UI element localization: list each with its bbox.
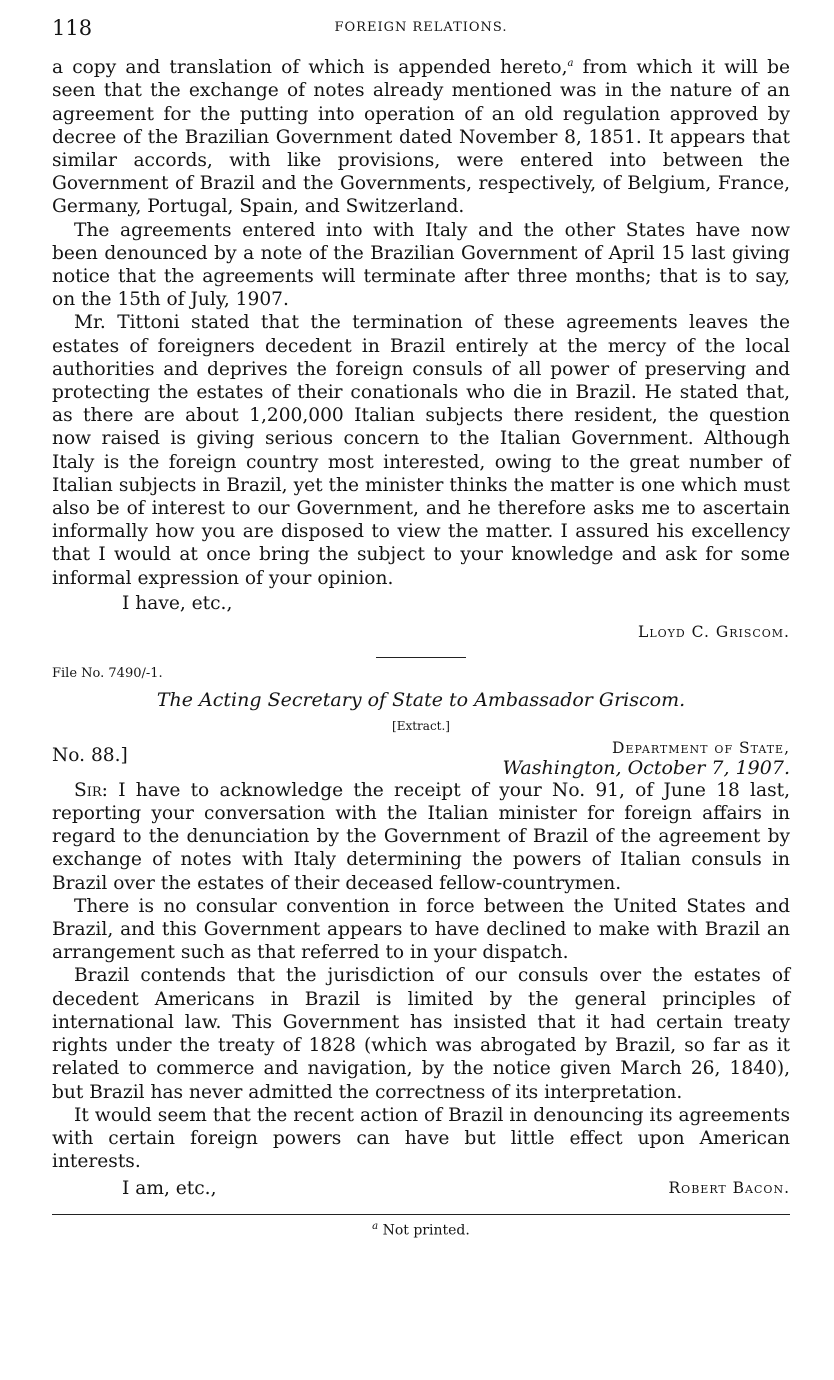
place-date: Washington, October 7, 1907. [502,756,790,779]
department-name: Department of State, [612,738,790,757]
salutation: Sir: [74,779,108,801]
file-number: File No. 7490/-1. [52,665,163,681]
letter2-title: The Acting Secretary of State to Ambassador Griscom. [156,688,686,711]
letter2-paragraph-4: It would seem that the recent action of Brazil in denouncing its agreements with certain foreign powers can have but little effect upon American interests. [52,1104,790,1173]
letter1-signature: Lloyd C. Griscom. [638,622,790,641]
letter1-paragraph-3: Mr. Tittoni stated that the termination of these agreements leaves the estates of foreigners decedent in Brazil entirely at the mercy of the local authorities and deprives the foreign consuls of all power of preserving and protecting the estates of their conationals who die in Brazil. He stated that, as there are about 1,200,000 Italian subjects there resident, the question now raised is giving serious concern to the Italian Government. Although Italy is the foreign country most interested, owing to the great number of Italian subjects in Brazil, yet the minister thinks the matter is one which must also be of interest to our Government, and he therefore asks me to ascertain informally how you are disposed to view the matter. I assured his excellency that I would at once bring the subject to your knowledge and ask for some informal expression of your opinion. [52,312,790,589]
letter2-paragraph-2: There is no consular convention in force between the United States and Brazil, and this Government appears to have declined to make with Brazil an arrangement such as that referred to in your dispatch. [52,895,790,964]
footnote [52,1221,790,1239]
section-divider [376,657,466,658]
letter2-closing-row [52,1177,790,1200]
page-number: 118 [52,16,93,40]
letter2-paragraph-3: Brazil contends that the jurisdiction of our consuls over the estates of decedent Americans in Brazil is limited by the general principles of international law. This Government has insisted that it had certain treaty rights under the treaty of 1828 (which was abrogated by Brazil, so far as it related to commerce and navigation, by the notice given March 26, 1840), but Brazil has never admitted the correctness of its interpretation. [52,965,790,1103]
letter2-number: No. 88.] [52,744,128,766]
footnote-text: Not printed. [382,1222,470,1239]
extract-label: [Extract.] [392,718,450,733]
letter1-paragraph-2: The agreements entered into with Italy and the other States have now been denounced by a note of the Brazilian Government of April 15 last giving notice that the agreements will terminate after three months; that is to say, on the 15th of July, 1907. [52,219,790,311]
page-header [52,0,790,52]
letter1-paragraph-1: a copy and translation of which is appended hereto,$^a$ from which it will be seen that the exchange of notes already mentioned was in the nature of an agreement for the putting into operation of an old regulation approved by decree of the Brazilian Government dated November 8, 1851. It appears that similar accords, with like provisions, were entered into between the Government of Brazil and the Governments, respectively, of Belgium, France, Germany, Portugal, Spain, and Switzerland. [52,57,790,218]
letter2-closing: I am, etc., [122,1178,217,1200]
letter2-signature: Robert Bacon. [668,1179,790,1198]
footnote-marker: a [372,1221,379,1233]
letter2-paragraph-1: Sir: I have to acknowledge the receipt of your No. 91, of June 18 last, reporting your conversation with the Italian minister for foreign affairs in regard to the denunciation by the Government of Brazil of the agreement by exchange of notes with Italy determining the powers of Italian consuls in Brazil over the estates of their deceased fellow-countrymen. [52,779,790,894]
footnote-divider [52,1214,790,1215]
document-page [52,0,790,1239]
letter1-closing: I have, etc., [122,592,233,614]
running-title: FOREIGN RELATIONS. [334,20,508,35]
letter2-origin [503,739,790,779]
footnote-reference: a [567,58,574,69]
letter2-heading-row [52,739,790,779]
